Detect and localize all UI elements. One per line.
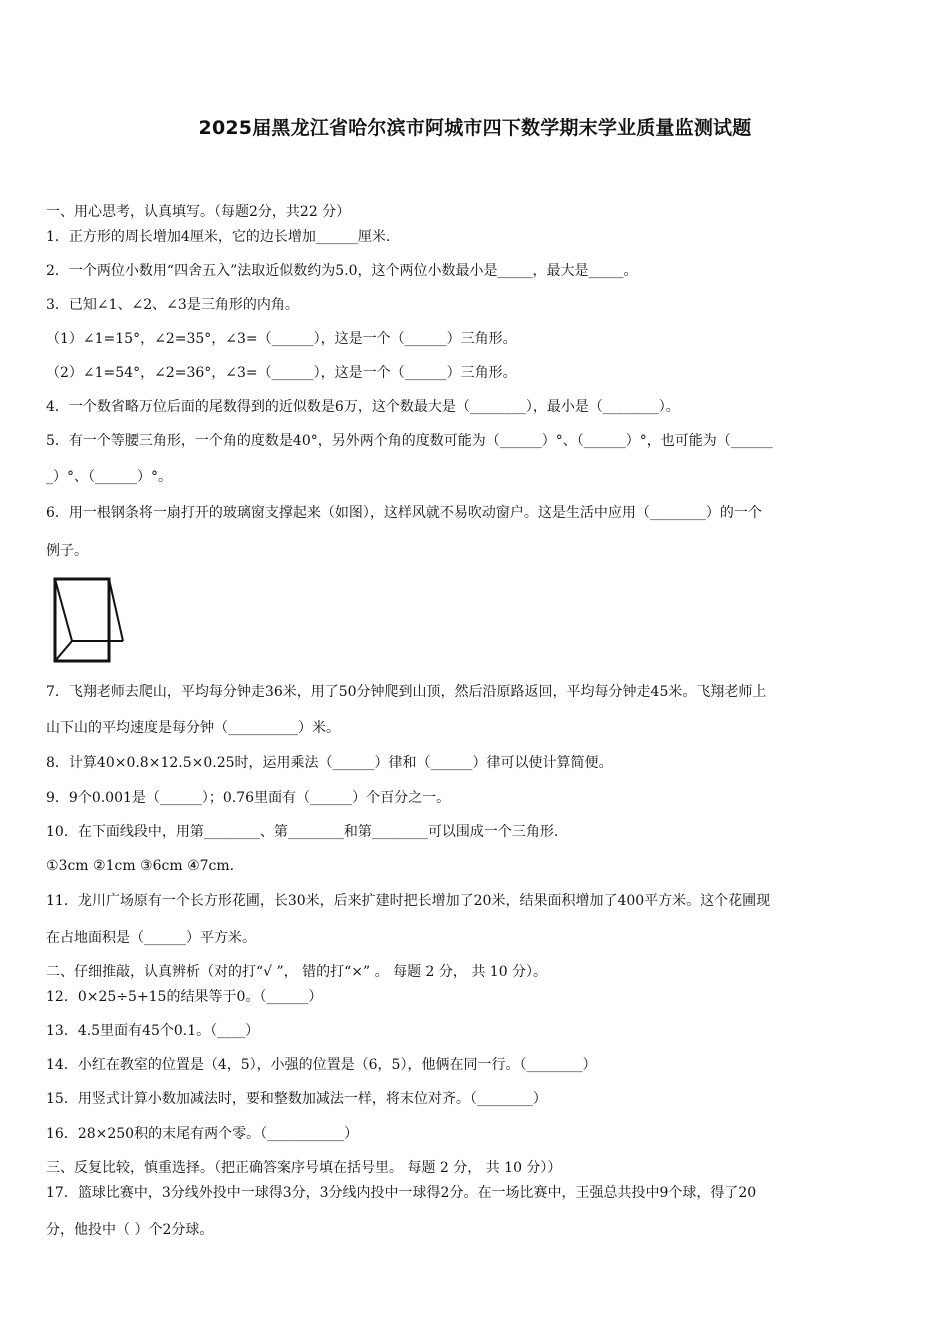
question-13: 13．4.5里面有45个0.1。（____） <box>46 1023 260 1039</box>
question-3-part-2: （2）∠1=54°，∠2=36°，∠3=（______），这是一个（______）三角形。 <box>46 365 517 381</box>
section-3-heading: 三、反复比较，慎重选择。（把正确答案序号填在括号里。 每题 2 分， 共 10 分）） <box>46 1160 562 1176</box>
question-3-part-1: （1）∠1=15°，∠2=35°，∠3=（______），这是一个（______）三角形。 <box>46 331 517 347</box>
support-bar <box>55 641 72 661</box>
question-6-line-2: 例子。 <box>46 543 88 559</box>
question-16: 16．28×250积的末尾有两个零。（___________） <box>46 1126 359 1142</box>
question-7-line-1: 7．飞翔老师去爬山，平均每分钟走36米，用了50分钟爬到山顶，然后沿原路返回，平均每分钟走45米。飞翔老师上 <box>46 684 767 700</box>
question-6-line-1: 6．用一根钢条将一扇打开的玻璃窗支撑起来（如图），这样风就不易吹动窗户。这是生活中应用（________）的一个 <box>46 505 762 521</box>
question-17-line-1: 17．篮球比赛中，3分线外投中一球得3分，3分线内投中一球得2分。在一场比赛中，王强总共投中9个球，得了20 <box>46 1185 757 1201</box>
question-11-line-1: 11．龙川广场原有一个长方形花圃，长30米，后来扩建时把长增加了20米，结果面积增加了400平方米。这个花圃现 <box>46 893 771 909</box>
question-5-line-2: _）°、（______）°。 <box>46 469 172 485</box>
window-edge-right <box>109 579 123 641</box>
question-12: 12．0×25÷5+15的结果等于0。（______） <box>46 989 323 1005</box>
question-5-line-1: 5．有一个等腰三角形，一个角的度数是40°，另外两个角的度数可能为（______）°、（______）°，也可能为（______ <box>46 433 773 449</box>
question-11-line-2: 在占地面积是（______）平方米。 <box>46 930 256 946</box>
question-10-options: ①3cm ②1cm ③6cm ④7cm. <box>46 858 235 874</box>
question-17-line-2: 分，他投中（ ）个2分球。 <box>46 1222 214 1238</box>
question-10: 10．在下面线段中，用第________、第________和第________可以围成一个三角形. <box>46 824 559 840</box>
window-support-figure <box>52 575 128 665</box>
question-15: 15．用竖式计算小数加减法时，要和整数加减法一样，将末位对齐。（________） <box>46 1091 547 1107</box>
window-frame <box>55 579 109 661</box>
question-7-line-2: 山下山的平均速度是每分钟（__________）米。 <box>46 720 340 736</box>
question-1: 1．正方形的周长增加4厘米，它的边长增加______厘米. <box>46 229 391 245</box>
question-2: 2．一个两位小数用“四舍五入”法取近似数约为5.0，这个两位小数最小是_____，最大是_____。 <box>46 263 638 279</box>
question-9: 9．9个0.001是（______）；0.76里面有（______）个百分之一。 <box>46 790 451 806</box>
section-1-heading: 一、用心思考，认真填写。（每题2分，共22 分） <box>46 204 351 220</box>
page-title: 2025届黑龙江省哈尔滨市阿城市四下数学期末学业质量监测试题 <box>198 117 752 139</box>
question-8: 8．计算40×0.8×12.5×0.25时，运用乘法（______）律和（______）律可以使计算简便。 <box>46 755 613 771</box>
question-3: 3．已知∠1、∠2、∠3是三角形的内角。 <box>46 297 299 313</box>
question-4: 4．一个数省略万位后面的尾数得到的近似数是6万，这个数最大是（________），最小是（________）。 <box>46 399 680 415</box>
section-2-heading: 二、仔细推敲，认真辨析（对的打“√ ”， 错的打“×” 。 每题 2 分， 共 10 分）。 <box>46 964 548 980</box>
window-edge <box>55 579 72 641</box>
question-14: 14．小红在教室的位置是（4，5），小强的位置是（6，5），他俩在同一行。（________） <box>46 1057 597 1073</box>
